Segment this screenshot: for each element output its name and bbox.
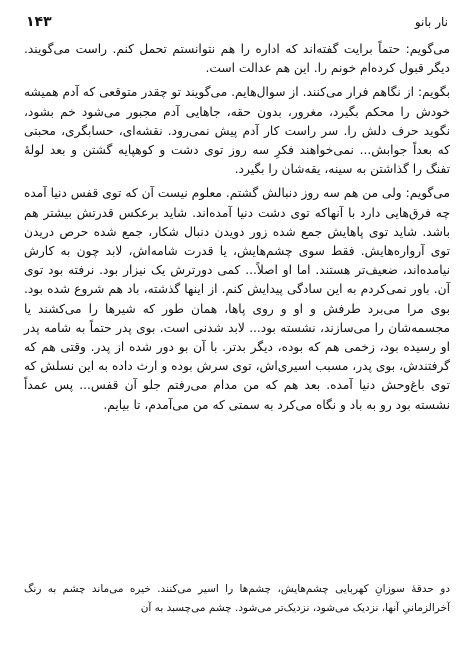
page-body xyxy=(24,40,450,420)
page-header xyxy=(26,12,448,32)
paragraph: بگویم: از نگاهم فرار می‌کنند. از سوال‌هایم. می‌گویند تو چقدر متوقعی که آدم همیشه خودش را محکم بگیرد، مغرور، بدون حقه، جاهایی آدم مجبور می‌شود خم بشود، نگوید حرف دلش را. سر راست کار آدم پیش نمی‌رود. نقشه‌ای، حسابگری، محبتی که بعداً جوابش... نمی‌خواهند فکرِ سه روز توی دشت و کوهپایه گشتن و بعد لولهٔ تفنگ را گذاشتن به سینه، یقه‌شان را بگیرد. xyxy=(24,85,450,177)
closing-text: دو حدقهٔ سوزانِ کهربایی چشم‌هایش، چشم‌ها را اسیر می‌کنند. خیره می‌ماند چشم به رنگ آخرالزمانیِ آنها، نزدیک می‌شود، نزدیک‌تر می‌شود. چشم می‌چسبد به آن xyxy=(24,583,450,614)
paragraph: می‌گویم: حتماً برایت گفته‌اند که اداره را هم نتوانستم تحمل کنم. راست می‌گویند. دیگر قبول کرده‌ام خونم را. این هم عدالت است. xyxy=(24,42,450,76)
book-title: نار بانو xyxy=(414,15,448,29)
page-number: ۱۴۳ xyxy=(26,14,52,30)
paragraph: می‌گویم: ولی من هم سه روز دنبالش گشتم. معلوم نیست آن که توی قفس دنیا آمده چه فرق‌هایی دارد با آنهاکه توی دشت دنیا آمده‌اند. شاید برعکس قدرتش بیشتر هم باشد. شاید توی پاهایش جمع شده زور دویدن دنبال شکار، جمع شده حرص دریدن توی آرواره‌هایش. فقط سوی چشم‌هایش، یا قدرت شامه‌اش، لابد چون به کارش نیامده‌اند، ضعیف‌تر هستند. اما او اصلاً... کمی دورترش یک نیزار بود. نرفته بود توی آن. باور نمی‌کردم به این سادگی پیدایش کنم. از اینها گذشته، باد هم شروع شده بود. بوی مرا می‌برد طرفش و او و روی پاها، همان طور که شیرها را می‌کشند یا مجسمه‌شان را می‌سازند، نشسته بود... لابد شدنی است. بوی پدر حتماً به شامه پدر او رسیده بود، زخمی هم که بوده، دیگر بدتر. با آن بو دور شده از پدر. وقتی هم که گرفتندش، بوی پدر، مسبب اسیری‌اش، توی سرش بوده و ارث داده به این نسلش که توی باغ‌وحش دنیا آمده. بعد هم که من مدام می‌رفتم جلو آن قفس... پس عمداً نشسته بود رو به باد و نگاه می‌کرد به سمتی که من می‌آمدم، تا بیایم. xyxy=(24,186,450,412)
